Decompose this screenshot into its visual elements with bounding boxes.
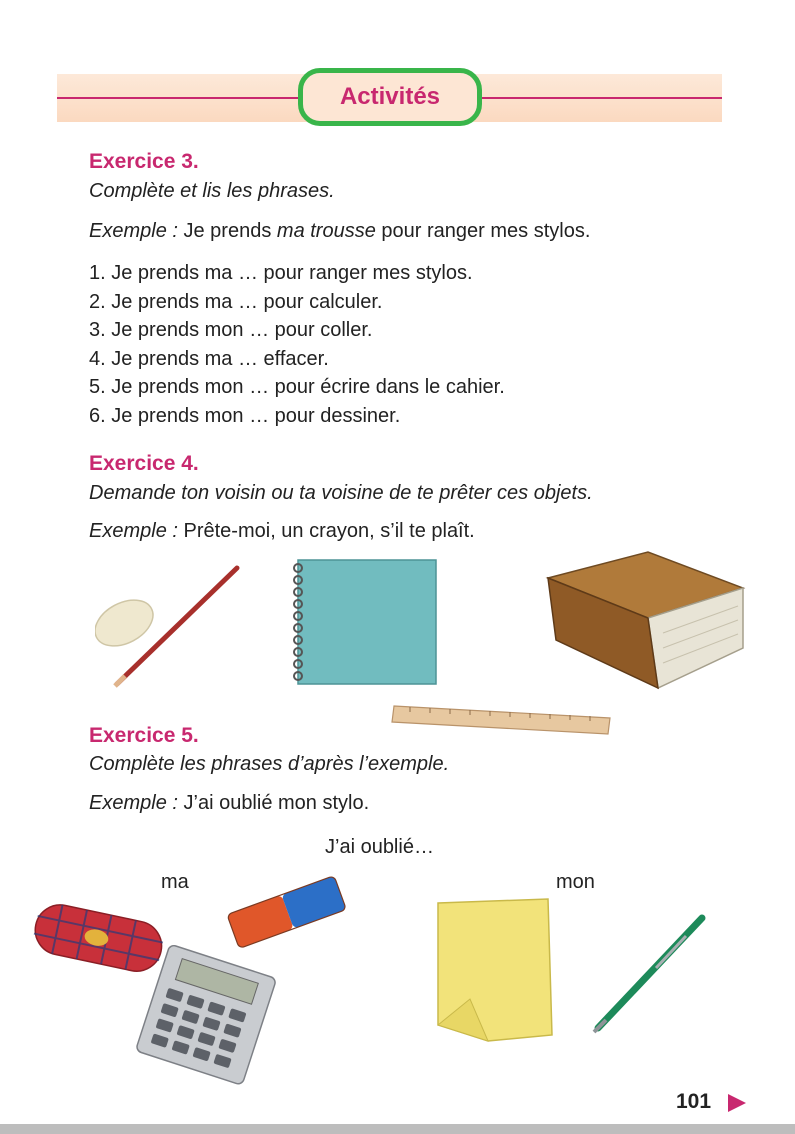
list-item: 2. Je prends ma … pour calculer. (89, 290, 383, 313)
pen-picture (586, 910, 711, 1035)
calculator-picture (132, 945, 282, 1085)
notebook-picture (284, 556, 444, 688)
eraser-and-pencil-picture (95, 562, 245, 692)
exercise-4-example (89, 520, 475, 543)
list-item: 1. Je prends ma … pour ranger mes stylos. (89, 262, 473, 284)
exercise-3-list (89, 259, 505, 431)
book-picture (538, 548, 748, 693)
exercise-3-instruction: Complète et lis les phrases. (89, 180, 335, 202)
ruler-picture (390, 700, 614, 740)
next-arrow-icon (726, 1092, 748, 1114)
list-item: 4. Je prends ma … effacer. (89, 347, 329, 370)
exercise-4-title: Exercice 4. (89, 452, 199, 475)
example-text: Prête-moi, un crayon, s’il te plaît. (183, 520, 475, 542)
label-mon: mon (556, 871, 595, 893)
list-item: 6. Je prends mon … pour dessiner. (89, 404, 401, 427)
page-title: Activités (298, 68, 482, 126)
example-label: Exemple : (89, 792, 178, 814)
exercise-4-instruction: Demande ton voisin ou ta voisine de te prêter ces objets. (89, 482, 593, 504)
example-label: Exemple : (89, 520, 178, 542)
exercise-3-title: Exercice 3. (89, 150, 199, 173)
example-part: pour ranger mes stylos. (381, 220, 591, 242)
exercise-5-title: Exercice 5. (89, 724, 199, 747)
label-ma: ma (161, 871, 189, 893)
page-number: 101 (676, 1090, 712, 1113)
example-part: Je prends (183, 220, 272, 242)
exercise-5-instruction: Complète les phrases d’après l’exemple. (89, 753, 450, 775)
exercise-5-example (89, 792, 369, 815)
notepad-picture (430, 895, 560, 1045)
page-bottom-edge (0, 1124, 795, 1134)
example-label: Exemple : (89, 220, 178, 242)
exercise-3-example (89, 220, 590, 243)
banner-rule-left (57, 97, 298, 99)
example-text: J’ai oublié mon stylo. (183, 792, 370, 814)
exercise-5-prompt: J’ai oublié… (325, 836, 434, 858)
example-emphasis: ma trousse (276, 220, 376, 242)
banner-rule-right (482, 97, 722, 99)
list-item: 3. Je prends mon … pour coller. (89, 319, 373, 342)
list-item: 5. Je prends mon … pour écrire dans le cahier. (89, 376, 505, 399)
